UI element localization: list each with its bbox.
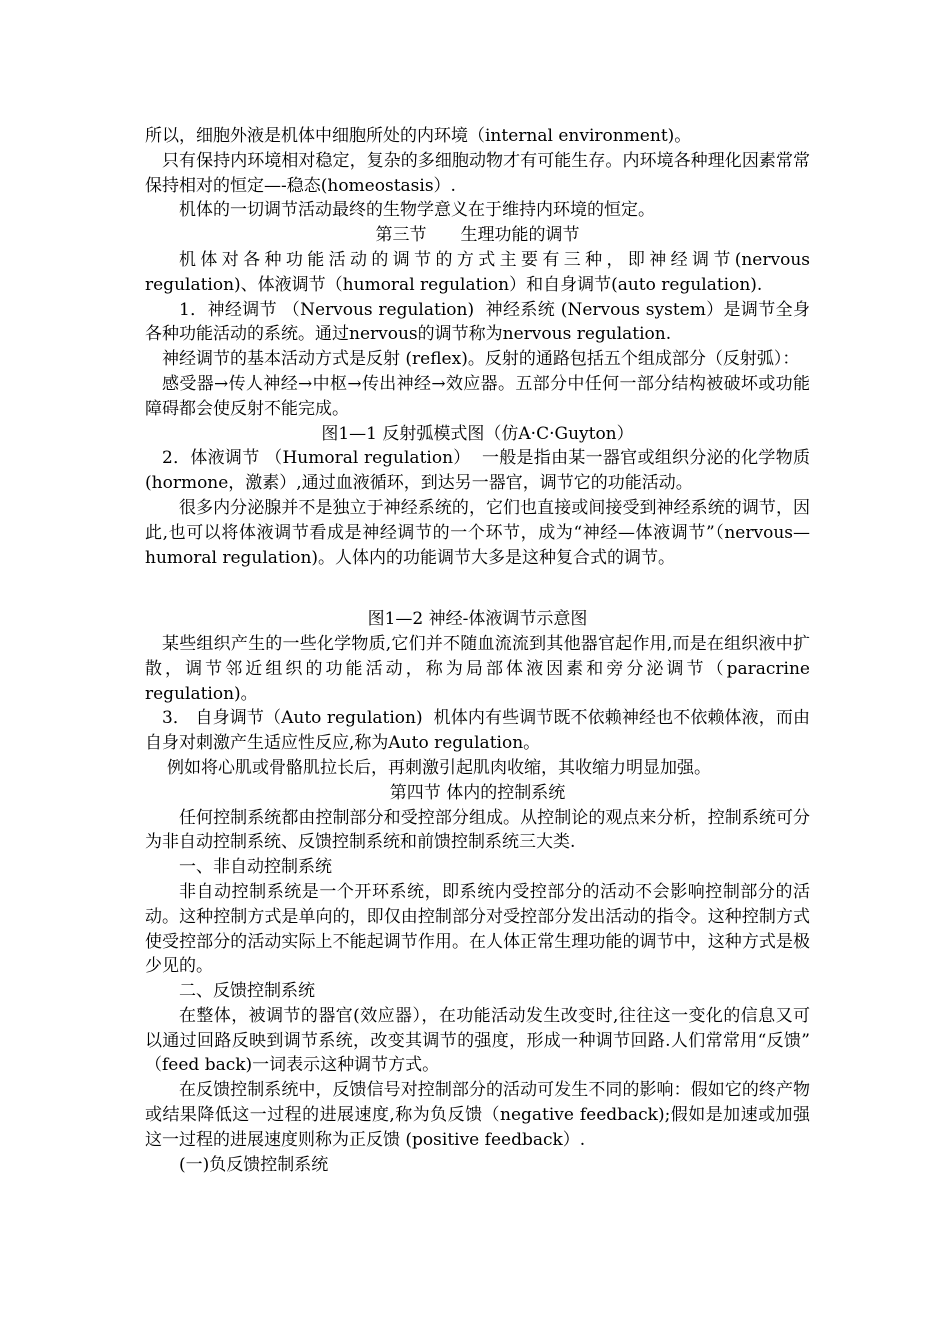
paragraph-three-regulation-modes: 机体对各种功能活动的调节的方式主要有三种，即神经调节(nervous regulation)、体液调节（humoral regulation）和自身调节(auto regulation). [145,249,816,295]
paragraph-feedback-loop: 在整体，被调节的器官(效应器），在功能活动发生改变时,往往这一变化的信息又可以通过回路反映到调节系统，改变其调节的强度，形成一种调节回路.人们常常用“反馈” （feed back)一词表示这种调节方式。 [145,1005,816,1076]
section-heading-3: 第三节 生理功能的调节 [375,225,580,246]
paragraph-biological-meaning: 机体的一切调节活动最终的生物学意义在于维持内环境的恒定。 [179,200,655,221]
paragraph-homeostasis: 只有保持内环境相对稳定，复杂的多细胞动物才有可能生存。内环境各种理化因素常常保持相对的恒定—-稳态(homeostasis）. [145,150,810,196]
paragraph-negative-positive-feedback: 在反馈控制系统中，反馈信号对控制部分的活动可发生不同的影响：假如它的终产物或结果降低这一过程的进展速度,称为负反馈（negative feedback);假如是加速或加强这一过程的进展速度则称为正反馈 (positive feedback）. [145,1080,810,1150]
paragraph-neuro-humoral: 很多内分泌腺并不是独立于神经系统的，它们也直接或间接受到神经系统的调节，因此,也可以将体液调节看成是神经调节的一个环节，成为“神经—体液调节”（nervous—humoral regulation)。人体内的功能调节大多是这种复合式的调节。 [145,497,810,568]
paragraph-muscle-example: 例如将心肌或骨骼肌拉长后，再刺激引起肌肉收缩，其收缩力明显加强。 [167,757,711,778]
section-heading-4: 第四节 体内的控制系统 [389,782,566,803]
subheading-negative-feedback: (一)负反馈控制系统 [179,1154,329,1175]
paragraph-open-loop: 非自动控制系统是一个开环系统，即系统内受控部分的活动不会影响控制部分的活动。这种控制方式是单向的，即仅由控制部分对受控部分发出活动的指令。这种控制方式使受控部分的活动实际上不能起调节作用。在人体正常生理功能的调节中，这种方式是极少见的。 [145,881,810,977]
blank-line [145,570,810,595]
paragraph-nervous-regulation: 1．神经调节 （Nervous regulation) 神经系统 (Nervous system）是调节全身各种功能活动的系统。通过nervous的调节称为nervous regulation. [145,299,810,345]
paragraph-paracrine: 某些组织产生的一些化学物质,它们并不随血流流到其他器官起作用,而是在组织液中扩散，调节邻近组织的功能活动，称为局部体液因素和旁分泌调节（paracrine regulation)。 [145,633,816,704]
subheading-non-automatic-control: 一、非自动控制系统 [179,857,332,878]
paragraph-humoral-regulation: 2．体液调节 （Humoral regulation） 一般是指由某一器官或组织分泌的化学物质(hormone，激素）,通过血液循环，到达另一器官，调节它的功能活动。 [145,448,810,494]
paragraph-auto-regulation: 3． 自身调节（Auto regulation) 机体内有些调节既不依赖神经也不依赖体液，而由自身对刺激产生适应性反应,称为Auto regulation。 [145,708,810,754]
document-page [145,124,816,1177]
figure-caption-1-2: 图1—2 神经-体液调节示意图 [367,609,588,630]
paragraph-internal-environment: 所以，细胞外液是机体中细胞所处的内环境（internal environment)。 [145,126,692,146]
figure-caption-1-1: 图1—1 反射弧模式图（仿A·C·Guyton） [321,423,634,444]
paragraph-reflex-arc: 感受器→传人神经→中枢→传出神经→效应器。五部分中任何一部分结构被破坏或功能障碍都会使反射不能完成。 [145,373,810,419]
subheading-feedback-control: 二、反馈控制系统 [179,981,315,1002]
paragraph-reflex: 神经调节的基本活动方式是反射 (reflex)。反射的通路包括五个组成部分（反射弧）： [162,349,800,370]
paragraph-control-systems: 任何控制系统都由控制部分和受控部分组成。从控制论的观点来分析，控制系统可分为非自动控制系统、反馈控制系统和前馈控制系统三大类. [145,807,810,853]
